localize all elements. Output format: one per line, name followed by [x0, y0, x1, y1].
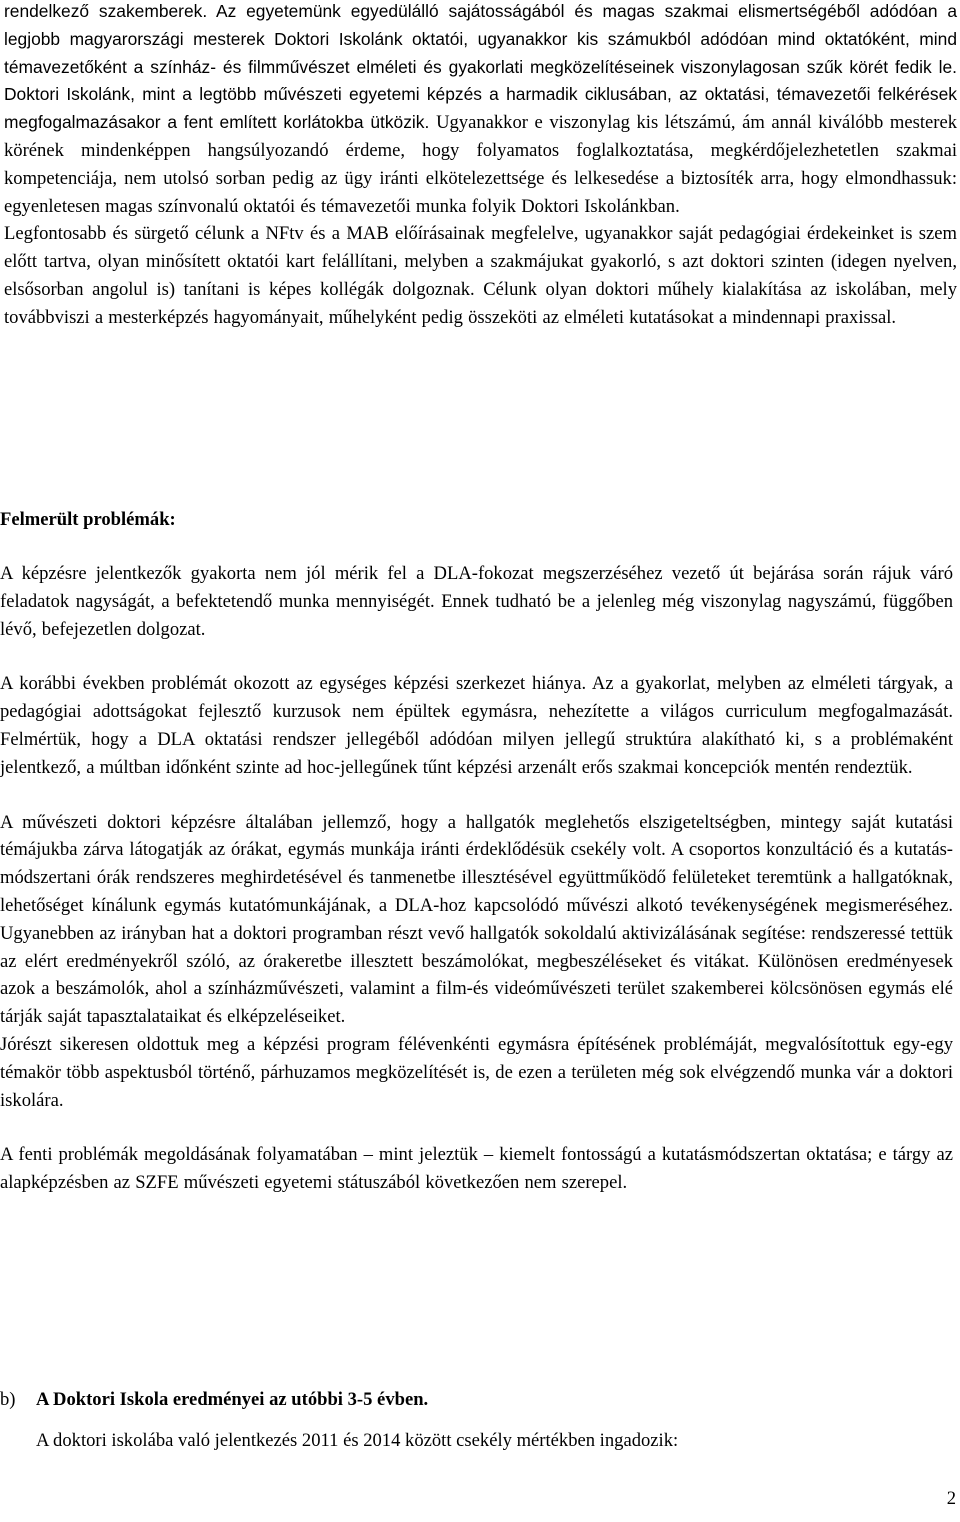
- intro-paragraph: [4, 0, 957, 220]
- document-page: [4, 0, 957, 332]
- section-b-heading: [0, 1389, 428, 1411]
- problem-paragraph-5: A fenti problémák megoldásának folyamatában – mint jeleztük – kiemelt fontosságú a kutatásmódszertan oktatása; e tárgy az alapképzésben az SZFE művészeti egyetemi státuszából következően nem szerepel.: [0, 1144, 953, 1194]
- section-b-letter: b): [0, 1389, 16, 1410]
- applications-text: A doktori iskolába való jelentkezés 2011 és 2014 között csekély mértékben ingadozik:: [36, 1430, 679, 1451]
- goal-paragraph: Legfontosabb és sürgető célunk a NFtv és a MAB előírásainak megfelelve, ugyanakkor saját pedagógiai érdekeinket is szem előtt tartva, olyan minősített oktatói kart felállítani, melyben a szakmájukat gyakorló, s azt doktori szinten (idegen nyelven, elsősorban angolul is) tanítani is képes kollégák dolgoznak. Célunk olyan doktori műhely kialakítása az iskolában, mely továbbviszi a mesterképzés hagyományait, műhelyként pedig összeköti az elméleti kutatásokat a mindennapi praxissal.: [4, 223, 957, 328]
- problem-paragraph-2: A korábbi években problémát okozott az egységes képzési szerkezet hiánya. Az a gyakorlat, melyben az elméleti tárgyak, a pedagógiai adottságokat fejlesztő kurzusok nem épültek egymásra, nehezítette a világos curriculum megfogalmazását. Felmértük, hogy a DLA oktatási rendszer jellegéből adódóan milyen jellegű struktúra alakítható ki, s a problémaként jelentkező, a múltban időnként szinte ad hoc-jellegűnek tűnt képzési arzenált erős szakmai koncepciók mentén rendeztük.: [0, 673, 953, 778]
- problems-section: [0, 560, 953, 1224]
- problem-paragraph-4: Jórészt sikeresen oldottuk meg a képzési program félévenkénti egymásra építésének problémáját, megvalósítottuk egy-egy témakör több aspektusból történő, párhuzamos megközelítését is, de ezen a területen még sok elvégzendő munka vár a doktori iskolára.: [0, 1033, 953, 1111]
- intro-serif-text: Ugyanakkor e viszonylag kis létszámú, ám annál kiválóbb mesterek körének mindenképpen hangsúlyozandó érdeme, hogy folyamatos foglalkoztatása, megkérdőjelezhetetlen szakmai kompetenciája, nem utolsó sorban pedig az ügy iránti elkötelezettsége és lelkesedése a biztosíték arra, hogy elmondhassuk: egyenletesen magas színvonalú oktatói és témavezetői munka folyik Doktori Iskolánkban.: [4, 112, 957, 217]
- problem-paragraph-1: A képzésre jelentkezők gyakorta nem jól mérik fel a DLA-fokozat megszerzéséhez vezető út bejárása során rájuk váró feladatok nagyságát, a befektetendő munka mennyiségét. Ennek tudható be a jelenleg még viszonylag nagyszámú, függőben lévő, befejezetlen dolgozat.: [0, 563, 953, 640]
- page-number: 2: [946, 1488, 956, 1509]
- problem-paragraph-3: A művészeti doktori képzésre általában jellemző, hogy a hallgatók meglehetős elszigeteltségben, mintegy saját kutatási témájukba zárva látogatják az órákat, egymás munkája iránti érdeklődésük csekély volt. A csoportos konzultáció és a kutatás-módszertani órák rendszeres meghirdetésével és tanmenetbe illesztésével együttműködő felületeket teremtünk a hallgatóknak, lehetőséget kínálunk egymás kutatómunkájának, a DLA-hoz kapcsolódó művészi alkotó tevékenységének megismeréséhez. Ugyanebben az irányban hat a doktori programban részt vevő hallgatók sokoldalú aktivizálásának segítése: rendszeressé tettük az elért eredményekről szóló, az órakeretbe illesztett beszámolókat, megbeszéléseket és vitákat. Különösen eredményesek azok a beszámolók, ahol a színházművészeti, valamint a film-és videóművészeti terület szakemberei kölcsönösen egymás elé tárják saját tapasztalataikat és elképzeléseiket.: [0, 811, 953, 1028]
- section-b-title: A Doktori Iskola eredményei az utóbbi 3-5 évben.: [36, 1389, 429, 1410]
- problems-heading: Felmerült problémák:: [0, 509, 176, 530]
- intro-sans-text: rendelkező szakemberek. Az egyetemünk egyedülálló sajátosságából és magas szakmai elismertségéből adódóan a legjobb magyarországi mesterek Doktori Iskolánk oktatói, ugyanakkor kis számukból adódóan mind oktatóként, mind témavezetőként a színház- és filmművészet elméleti és gyakorlati megközelítéseinek viszonylagosan szűk körét fedik le. Doktori Iskolánk, mint a legtöbb művészeti egyetemi képzés a harmadik ciklusában, az oktatási, témavezetői felkérések megfogalmazásakor a fent említett korlátokba ütközik.: [4, 1, 957, 133]
